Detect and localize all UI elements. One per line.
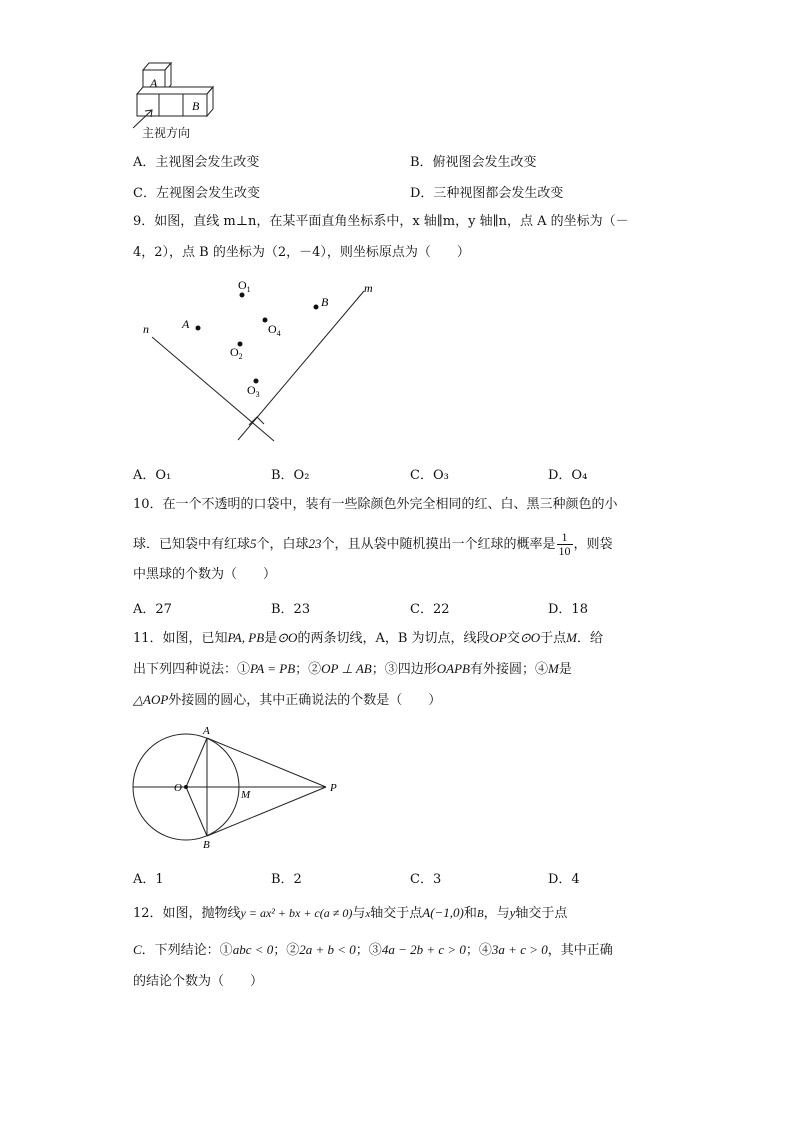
q11-figure	[128, 723, 348, 853]
q10-option-d[interactable]: D．18	[548, 602, 588, 617]
q8-option-a[interactable]: A．主视图会发生改变	[133, 155, 260, 170]
q12-l2f: ，其中正确	[547, 943, 613, 958]
label-p-q11: P	[330, 782, 337, 794]
q10-line2-b: 个，白球	[256, 537, 309, 552]
label-m-q11: M	[241, 789, 251, 801]
label-o2-sub: 2	[238, 352, 243, 361]
label-b-q11: B	[203, 839, 210, 851]
q12-stem-line3: 的结论个数为（ ）	[133, 974, 264, 989]
q10-line2-c: 个，且从袋中随机摸出一个红球的概率是	[321, 537, 556, 552]
q10-red: 5	[250, 536, 257, 551]
q9-option-d[interactable]: D．O₄	[548, 468, 588, 483]
cube-label-b: B	[192, 99, 200, 113]
q12-stem-line1	[133, 904, 567, 923]
svg-text:O1	[238, 278, 251, 294]
q12-point-a: A(−1,0)	[422, 905, 464, 920]
q11-l1e: 于点	[540, 631, 567, 646]
label-o3-sub: 3	[255, 390, 260, 399]
q12-stem-line2	[133, 941, 613, 960]
label-o4-sub: 4	[276, 329, 281, 338]
q9-stem-line2: 4，2），点 B 的坐标为（2，－4），则坐标原点为（ ）	[133, 245, 470, 260]
q9-option-a[interactable]: A．O₁	[133, 468, 172, 483]
q12-l1c: 轴交于点	[370, 906, 423, 921]
q11-oapb: OAPB	[436, 661, 470, 676]
svg-text:O3	[247, 383, 260, 399]
q12-conclusion-1: abc < 0	[232, 942, 274, 957]
q10-option-a[interactable]: A．27	[133, 602, 172, 617]
q9-stem-line1: 9．如图，直线 m⊥n，在某平面直角坐标系中，x 轴∥m，y 轴∥n，点 A 的坐标为（－	[133, 214, 629, 229]
q11-l3b: 外接圆的圆心，其中正确说法的个数是（ ）	[168, 693, 442, 708]
q11-l1d: 交	[506, 631, 520, 646]
q9-option-b[interactable]: B．O₂	[271, 468, 310, 483]
q10-line2-d: ，则袋	[573, 537, 613, 552]
q12-conclusion-3: 4a − 2b + c > 0	[381, 942, 466, 957]
q12-l1a: 12．如图，抛物线	[133, 906, 241, 921]
q9-option-c[interactable]: C．O₃	[410, 468, 449, 483]
q10-option-c[interactable]: C．22	[410, 602, 450, 617]
q11-l2e: 是	[558, 662, 572, 677]
q8-option-c[interactable]: C．左视图会发生改变	[133, 186, 260, 201]
q11-l1a: 11．如图，已知	[133, 631, 228, 646]
q11-stem-line3	[133, 691, 441, 710]
q10-line2-a: 球．已知袋中有红球	[133, 537, 251, 552]
q11-s2: OP ⊥ AB	[321, 661, 372, 676]
q11-l2b: ；②	[295, 662, 322, 677]
q12-l2e: ；④	[465, 943, 492, 958]
q12-l1b: 与	[352, 906, 366, 921]
q11-option-d[interactable]: D．4	[548, 872, 580, 887]
q11-pa-pb: PA, PB	[227, 630, 265, 645]
label-n: n	[143, 322, 149, 336]
q12-point-b: B	[476, 908, 484, 920]
q11-option-a[interactable]: A．1	[133, 872, 164, 887]
q12-point-c: C	[133, 942, 142, 957]
label-o1: O	[238, 278, 247, 292]
q11-option-c[interactable]: C．3	[410, 872, 442, 887]
label-o4: O	[268, 322, 277, 336]
label-o-q11: O	[174, 782, 182, 794]
q12-l2d: ；③	[355, 943, 382, 958]
label-o3: O	[247, 383, 256, 397]
q12-l2b: ．下列结论：①	[141, 943, 233, 958]
label-a-q11: A	[203, 725, 210, 737]
q10-stem-line1: 10．在一个不透明的口袋中，装有一些除颜色外完全相同的红、白、黑三种颜色的小	[133, 497, 618, 512]
q12-x: x	[365, 908, 371, 920]
q10-stem-line2	[133, 531, 613, 558]
svg-text:O4	[268, 322, 281, 338]
q11-triangle-aop: △AOP	[133, 692, 169, 707]
q12-l1e: ，与	[483, 906, 510, 921]
q11-l2d: 有外接圆；④	[469, 662, 548, 677]
q10-frac-num: 1	[557, 531, 573, 545]
q11-op: OP	[489, 630, 507, 645]
q8-option-d[interactable]: D．三种视图都会发生改变	[410, 186, 564, 201]
label-b: B	[321, 295, 329, 309]
q11-stem-line2	[133, 660, 572, 679]
q11-m2: M	[548, 661, 559, 676]
svg-text:O2	[230, 345, 243, 361]
cube-label-a: A	[150, 76, 158, 90]
q11-m: M	[566, 630, 578, 645]
label-m: m	[364, 281, 373, 295]
q12-conclusion-2: 2a + b < 0	[299, 942, 356, 957]
q11-option-b[interactable]: B．2	[271, 872, 302, 887]
q10-frac-den: 10	[558, 544, 571, 558]
cube-figure	[130, 58, 230, 130]
q9-figure	[130, 275, 390, 450]
q11-l2c: ；③四边形	[371, 662, 437, 677]
q10-option-b[interactable]: B．23	[271, 602, 311, 617]
q12-conclusion-4: 3a + c > 0	[491, 942, 548, 957]
q11-l1f: ．给	[577, 631, 604, 646]
q12-l2c: ；②	[273, 943, 300, 958]
q11-circle-o: ⊙O	[277, 630, 298, 645]
q8-option-b[interactable]: B．俯视图会发生改变	[410, 155, 537, 170]
label-o1-sub: 1	[246, 285, 251, 294]
q12-equation: y = ax² + bx + c(a ≠ 0)	[240, 906, 353, 920]
q11-circle-o2: ⊙O	[519, 630, 541, 645]
label-o2: O	[230, 345, 239, 359]
q11-stem-line1	[133, 629, 603, 648]
q11-s1: PA = PB	[250, 661, 296, 676]
q12-y: y	[509, 905, 516, 920]
q10-white: 23	[308, 536, 322, 551]
q11-l1b: 是	[264, 631, 278, 646]
q12-l1f: 轴交于点	[515, 906, 568, 921]
direction-label: 主视方向	[142, 126, 191, 140]
q10-fraction	[557, 531, 573, 558]
q11-l1c: 的两条切线，A，B 为切点，线段	[297, 631, 490, 646]
q11-l2a: 出下列四种说法：①	[133, 662, 251, 677]
label-a: A	[182, 317, 190, 331]
q12-l1d: 和	[463, 906, 477, 921]
q10-stem-line3: 中黑球的个数为（ ）	[133, 567, 277, 582]
